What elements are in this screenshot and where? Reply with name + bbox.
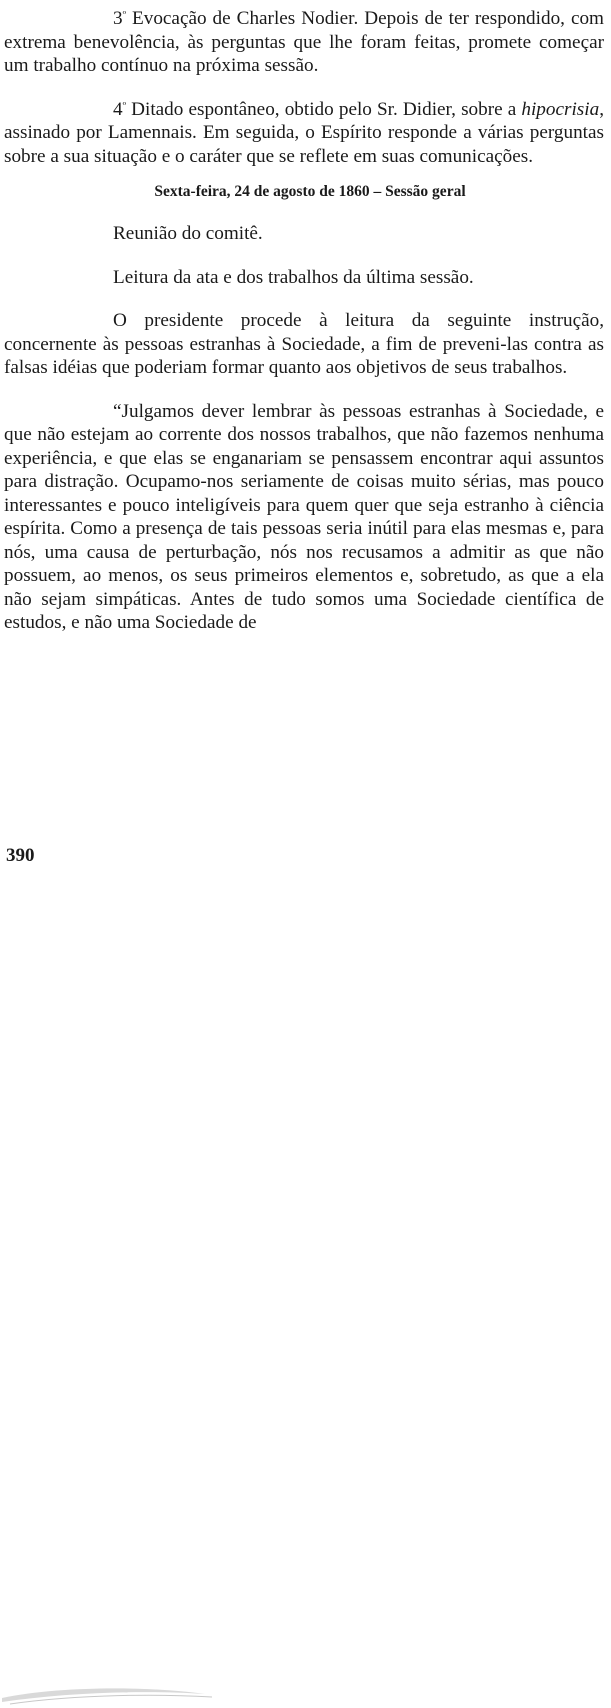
paragraph-president: O presidente procede à leitura da seguinte instrução, concernente às pessoas estranhas à Sociedade, a fim de preveni-las contra as falsas idéias que poderiam formar quanto aos objetivos de seus trabalhos. xyxy=(4,310,604,378)
paragraph-minutes: Leitura da ata e dos trabalhos da última sessão. xyxy=(113,266,474,288)
paragraph-text: , assinado por Lamennais. Em seguida, o Espírito responde a várias perguntas sobre a sua situação e o caráter que se reflete em suas comunicações. xyxy=(4,98,604,167)
item-number: 4 xyxy=(113,98,123,120)
item-number: 3 xyxy=(113,8,123,29)
paragraph-instruction: “Julgamos dever lembrar às pessoas estranhas à Sociedade, e que não estejam ao corrente dos nossos trabalhos, que não fazemos nenhuma experiência, e que elas se enganariam se pensassem encontrar aqui assuntos para distração. Ocupamo-nos seriamente de coisas muito sérias, mas pouco interessantes e pouco inteligíveis para quem quer que seja estranho à ciência espírita. Como a presença de tais pessoas seria inútil para elas mesmas e, para nós, uma causa de perturbação, nós nos recusamos a admitir as que não possuem, ao menos, os seus primeiros elementos e, sobretudo, as que a ela não sejam simpáticas. Antes de tudo somos uma Sociedade científica de estudos, e não uma Sociedade de xyxy=(4,400,604,633)
ordinal-indicator: º xyxy=(122,99,127,112)
paragraph-text: Evocação de Charles Nodier. Depois de ter respondido, com extrema benevolência, às perguntas que lhe foram feitas, promete começar um trabalho contínuo na próxima sessão. xyxy=(4,8,604,76)
paragraph-item-3 xyxy=(4,7,604,78)
ordinal-indicator: º xyxy=(122,9,127,21)
paragraph-committee: Reunião do comitê. xyxy=(113,223,263,244)
paragraph-item-4 xyxy=(4,98,604,169)
session-heading: Sexta-feira, 24 de agosto de 1860 – Sessão geral xyxy=(154,183,466,200)
paragraph-text: Ditado espontâneo, obtido pelo Sr. Didier, sobre a xyxy=(126,98,522,120)
page-number: 390 xyxy=(6,845,35,866)
page-footer xyxy=(0,838,611,875)
page-content xyxy=(4,0,604,635)
footer-swoosh-ornament xyxy=(0,1684,220,1708)
italic-term: hipocrisia xyxy=(521,98,600,120)
